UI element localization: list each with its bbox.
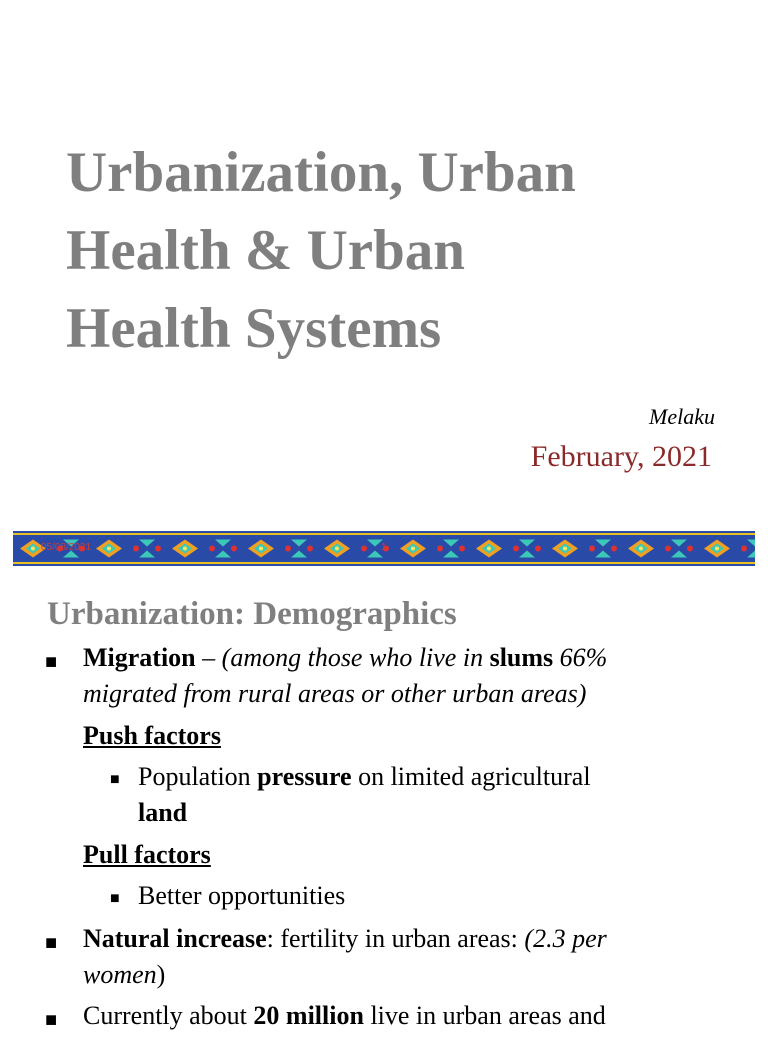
slide-title bbox=[66, 134, 706, 368]
natural-ital-2: women bbox=[83, 960, 157, 989]
banner-motif bbox=[437, 546, 443, 552]
natural-ital: (2.3 per bbox=[524, 924, 607, 953]
current-line bbox=[83, 998, 606, 1034]
banner-motif bbox=[133, 546, 139, 552]
natural-lead: Natural increase bbox=[83, 924, 267, 953]
banner-motif bbox=[589, 546, 595, 552]
push-factors-heading: Push factors bbox=[83, 721, 221, 750]
banner-motif bbox=[459, 546, 465, 552]
banner-motif bbox=[155, 546, 161, 552]
banner-motif bbox=[31, 547, 35, 551]
title-line-3: Health Systems bbox=[66, 297, 442, 360]
push-text-d: land bbox=[138, 798, 188, 827]
banner-stripe bbox=[13, 533, 755, 535]
current-c: live in urban areas and bbox=[363, 1001, 606, 1030]
banner-motif bbox=[741, 546, 747, 552]
bullet-icon: ■ bbox=[45, 932, 58, 954]
bullet-icon: ■ bbox=[45, 651, 58, 673]
banner-motif bbox=[285, 546, 291, 552]
pull-factors-heading: Pull factors bbox=[83, 840, 211, 869]
push-item-line-2 bbox=[138, 795, 187, 831]
natural-end: ) bbox=[156, 960, 166, 989]
current-a: Currently about bbox=[83, 1001, 254, 1030]
banner-date-label: 05/08/2021 bbox=[41, 542, 92, 553]
natural-rest: : fertility in urban areas: bbox=[266, 924, 525, 953]
push-text-a: Population bbox=[138, 762, 258, 791]
natural-increase-line bbox=[83, 921, 607, 957]
current-b: 20 million bbox=[253, 1001, 364, 1030]
banner-motif bbox=[611, 546, 617, 552]
banner-page-label: 1 bbox=[381, 542, 387, 553]
migration-note: (among those who live in bbox=[221, 643, 490, 672]
banner-motif bbox=[259, 547, 263, 551]
banner-motif bbox=[183, 547, 187, 551]
push-text-c: on limited agricultural bbox=[351, 762, 591, 791]
dash: – bbox=[195, 643, 222, 672]
banner-motif bbox=[361, 546, 367, 552]
decorative-banner bbox=[13, 531, 755, 566]
title-line-2: Health & Urban bbox=[66, 219, 465, 282]
migration-lead: Migration bbox=[83, 643, 196, 672]
banner-motif bbox=[665, 546, 671, 552]
push-text-b: pressure bbox=[257, 762, 352, 791]
banner-motif bbox=[687, 546, 693, 552]
migration-line-2 bbox=[83, 676, 586, 712]
slums-word: slums bbox=[489, 643, 554, 672]
banner-stripe bbox=[13, 562, 755, 564]
presentation-date: February, 2021 bbox=[530, 440, 712, 473]
banner-motif bbox=[107, 547, 111, 551]
sub-bullet-icon: ■ bbox=[110, 890, 120, 907]
banner-motif bbox=[411, 547, 415, 551]
banner-motif bbox=[513, 546, 519, 552]
title-line-1: Urbanization, Urban bbox=[66, 141, 576, 204]
banner-motif bbox=[307, 546, 313, 552]
migration-note-2: migrated from rural areas or other urban areas) bbox=[83, 679, 587, 708]
bullet-icon: ■ bbox=[45, 1009, 58, 1031]
banner-motif bbox=[231, 546, 237, 552]
banner-motif bbox=[335, 547, 339, 551]
banner-motif bbox=[639, 547, 643, 551]
section-title: Urbanization: Demographics bbox=[47, 596, 457, 632]
push-item bbox=[138, 759, 591, 795]
banner-motif bbox=[487, 547, 491, 551]
sub-bullet-icon: ■ bbox=[110, 771, 120, 788]
banner-motif bbox=[715, 547, 719, 551]
banner-motif bbox=[209, 546, 215, 552]
banner-motif bbox=[563, 547, 567, 551]
banner-motif bbox=[535, 546, 541, 552]
natural-increase-line-2 bbox=[83, 957, 165, 993]
migration-line bbox=[83, 640, 607, 676]
author: Melaku bbox=[649, 404, 715, 429]
pull-item: Better opportunities bbox=[138, 881, 346, 910]
migration-percent: 66% bbox=[553, 643, 608, 672]
